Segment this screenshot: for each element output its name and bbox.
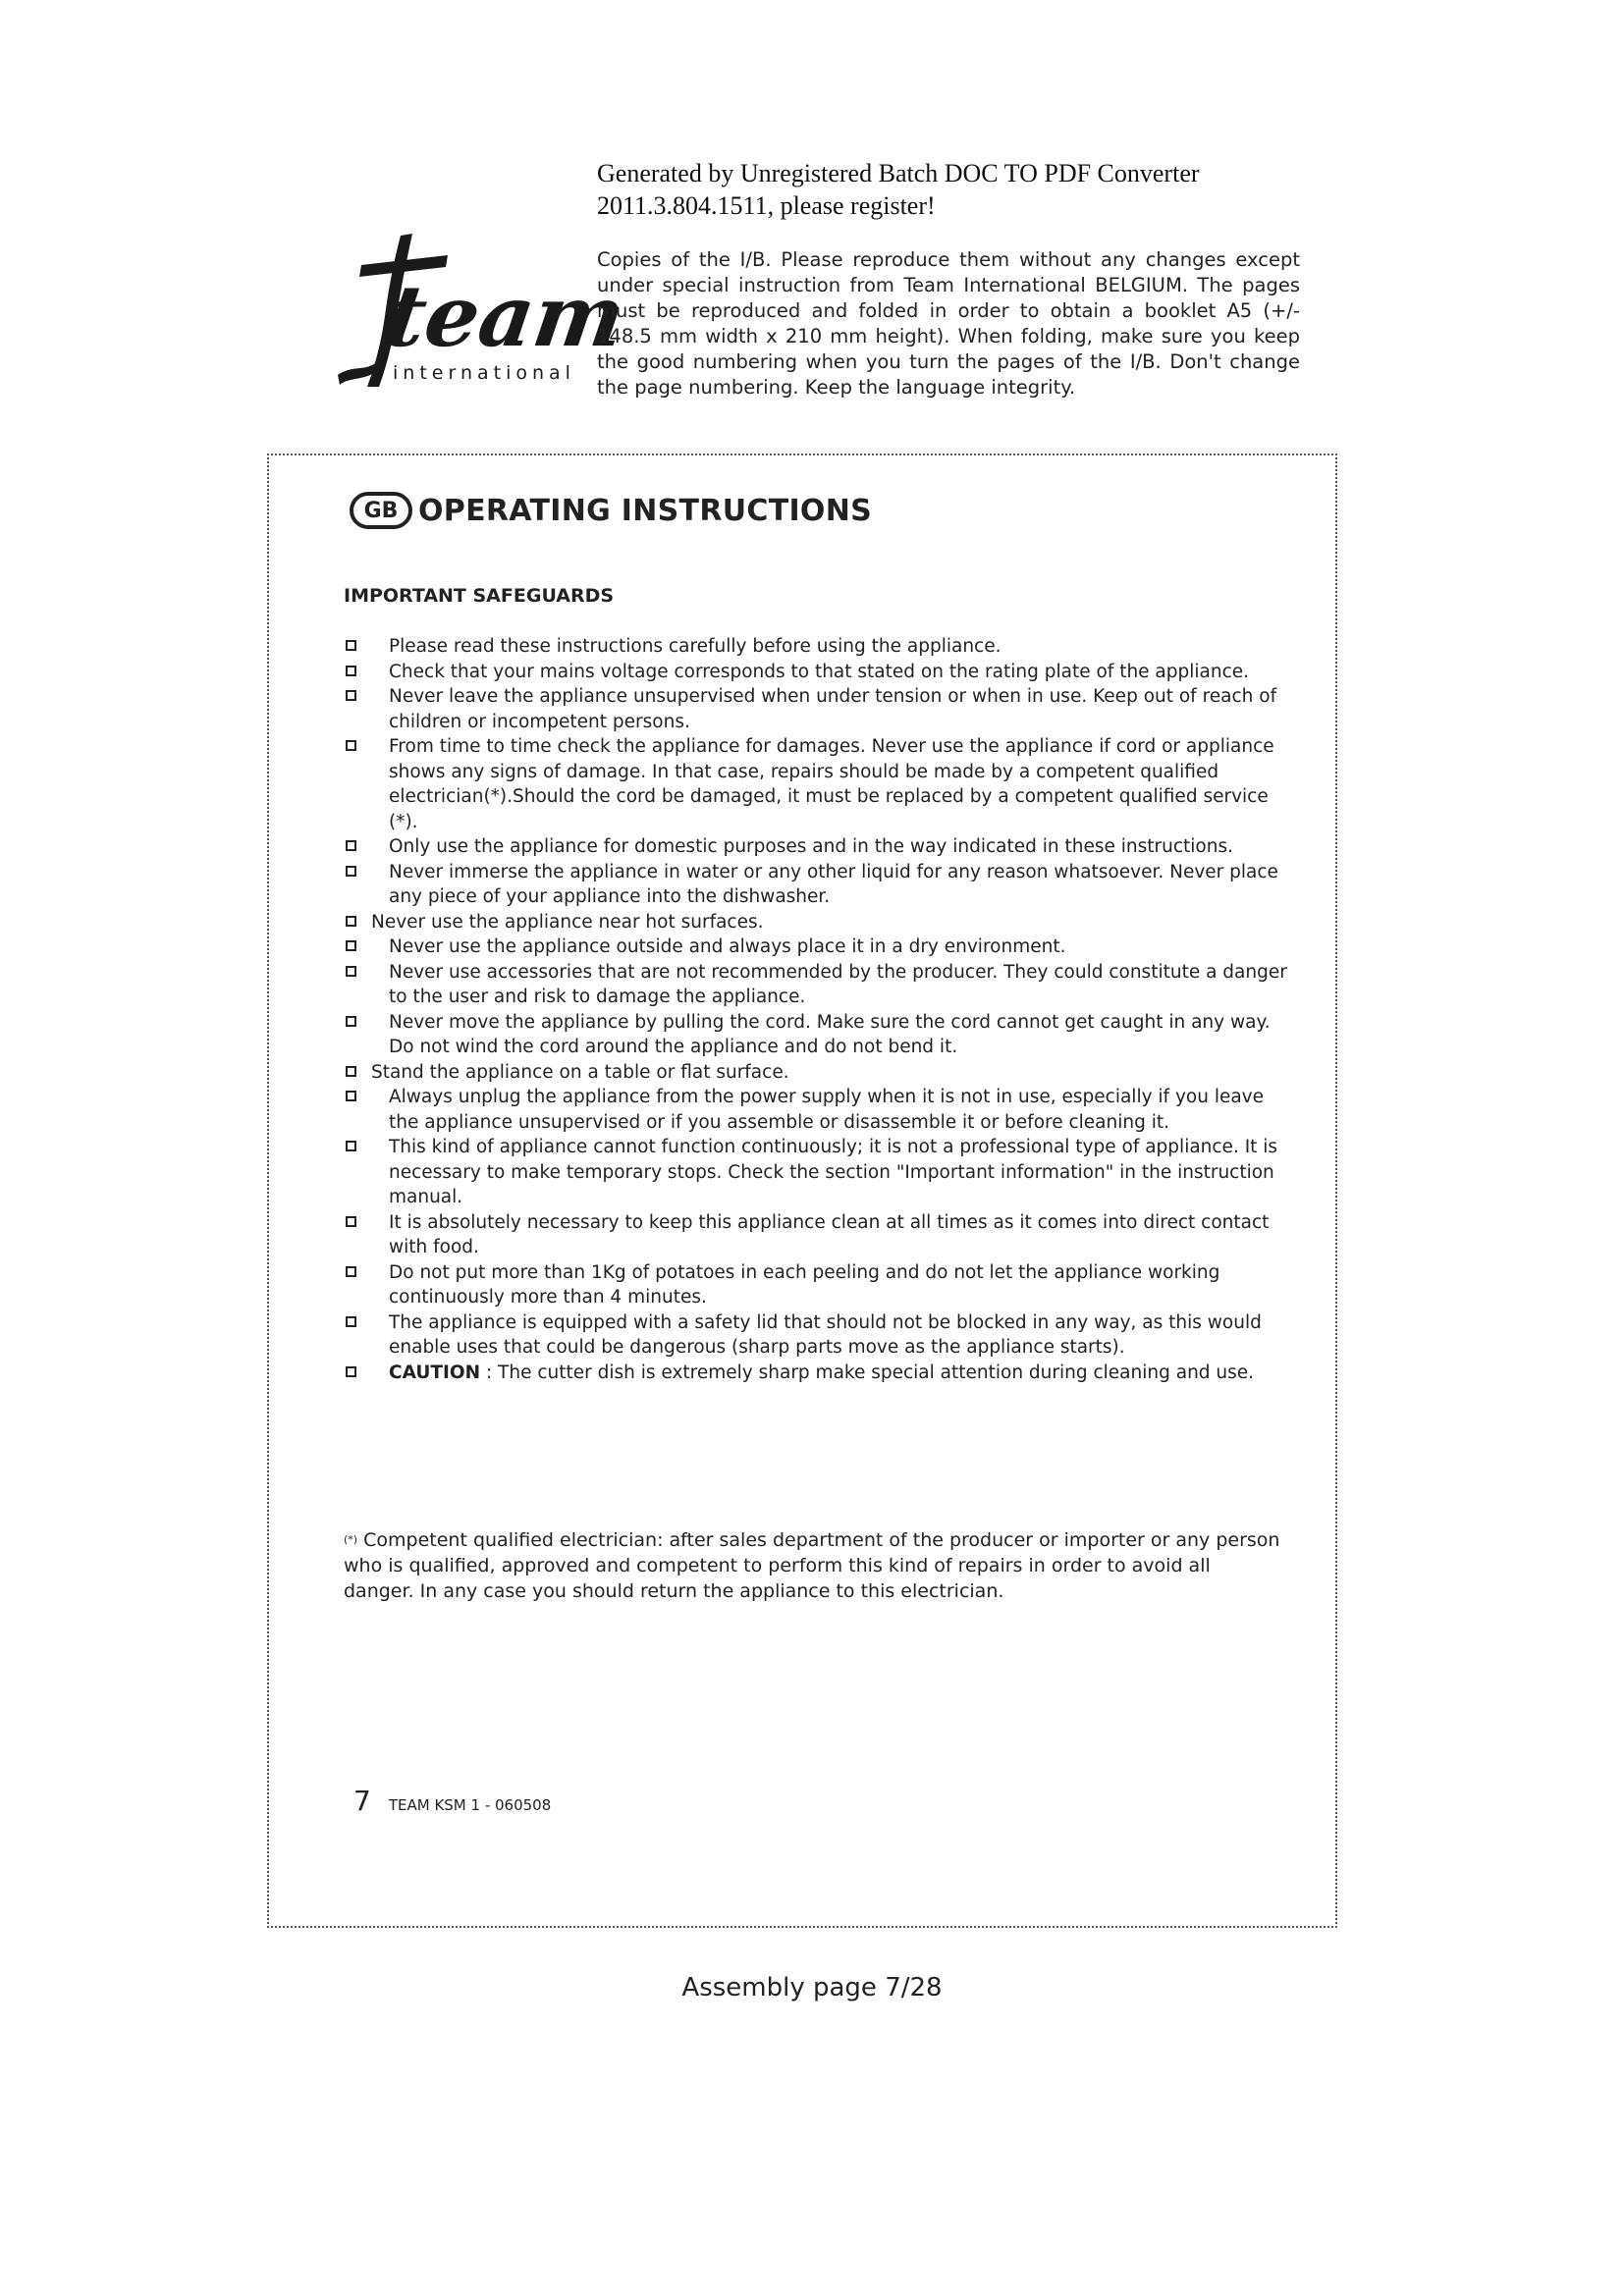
checkbox-bullet-icon — [346, 640, 356, 651]
list-item: Stand the appliance on a table or flat surface. — [344, 1060, 1298, 1086]
watermark-line-1: Generated by Unregistered Batch DOC TO PDF Converter — [597, 159, 1200, 187]
list-item: Do not put more than 1Kg of potatoes in each peeling and do not let the appliance working continuously more than 4 minutes. — [344, 1260, 1298, 1310]
checkbox-bullet-icon — [346, 1266, 356, 1277]
copies-instruction-note: Copies of the I/B. Please reproduce them without any changes except under special instruction from Team International BELGIUM. The pages must be reproduced and folded in order to obtain a booklet A5 (+/- 148.5 mm width x 210 mm height). When folding, make sure you keep the good numbering when you turn the pages of the I/B. Don't change the page numbering. Keep the language integrity. — [597, 248, 1300, 399]
gb-language-badge: GB — [350, 492, 412, 529]
checkbox-bullet-icon — [346, 690, 356, 701]
list-item: It is absolutely necessary to keep this appliance clean at all times as it comes into direct contact with food. — [344, 1210, 1298, 1260]
electrician-footnote — [344, 1527, 1286, 1604]
checkbox-bullet-icon — [346, 1316, 356, 1327]
checkbox-bullet-icon — [346, 1066, 356, 1077]
footnote-text: Competent qualified electrician: after sales department of the producer or importer or any person who is qualified, approved and competent to perform this kind of repairs in order to avoid all danger. In any case you should return the appliance to this electrician. — [344, 1529, 1280, 1602]
checkbox-bullet-icon — [346, 840, 356, 851]
checkbox-bullet-icon — [346, 1216, 356, 1227]
checkbox-bullet-icon — [346, 740, 356, 751]
list-item: This kind of appliance cannot function continuously; it is not a professional type of appliance. It is necessary to make temporary stops. Check the section "Important information" in the instruction manual. — [344, 1135, 1298, 1210]
caution-item — [344, 1361, 1298, 1386]
logo-brand-text: team — [379, 267, 631, 366]
caution-text: : The cutter dish is extremely sharp make special attention during cleaning and use. — [480, 1362, 1255, 1383]
converter-watermark — [597, 157, 1343, 222]
list-item: Never leave the appliance unsupervised when under tension or when in use. Keep out of reach of children or incompetent persons. — [344, 684, 1298, 734]
checkbox-bullet-icon — [346, 1091, 356, 1101]
watermark-line-2: 2011.3.804.1511, please register! — [597, 191, 936, 220]
caution-label: CAUTION — [389, 1362, 481, 1383]
team-international-logo — [332, 218, 631, 395]
list-item: Never move the appliance by pulling the cord. Make sure the cord cannot get caught in any way. Do not wind the cord around the appliance and do not bend it. — [344, 1010, 1298, 1060]
page-number: 7 — [353, 1785, 371, 1817]
list-item: Please read these instructions carefully before using the appliance. — [344, 634, 1298, 660]
checkbox-bullet-icon — [346, 966, 356, 977]
checkbox-bullet-icon — [346, 1016, 356, 1027]
checkbox-bullet-icon — [346, 1366, 356, 1377]
list-item: Never use the appliance outside and always place it in a dry environment. — [344, 934, 1298, 960]
list-item: The appliance is equipped with a safety lid that should not be blocked in any way, as this would enable uses that could be dangerous (sharp parts move as the appliance starts). — [344, 1310, 1298, 1361]
checkbox-bullet-icon — [346, 666, 356, 676]
checkbox-bullet-icon — [346, 916, 356, 927]
section-header — [350, 487, 872, 534]
checkbox-bullet-icon — [346, 1141, 356, 1151]
page-footer — [353, 1785, 551, 1817]
page-title: OPERATING INSTRUCTIONS — [418, 493, 873, 528]
assembly-page-label: Assembly page 7/28 — [681, 1973, 943, 2002]
list-item: Always unplug the appliance from the power supply when it is not in use, especially if you leave the appliance unsupervised or if you assemble or disassemble it or before cleaning it. — [344, 1085, 1298, 1135]
checkbox-bullet-icon — [346, 940, 356, 951]
list-item: From time to time check the appliance for damages. Never use the appliance if cord or appliance shows any signs of damage. In that case, repairs should be made by a competent qualified electrician(*).Should the cord be damaged, it must be replaced by a competent qualified service (*). — [344, 734, 1298, 834]
safeguards-list — [344, 634, 1298, 1385]
document-code: TEAM KSM 1 - 060508 — [388, 1796, 552, 1814]
list-item: Never use the appliance near hot surfaces. — [344, 910, 1298, 935]
logo-sub-text: international — [393, 362, 575, 384]
list-item: Check that your mains voltage corresponds to that stated on the rating plate of the appliance. — [344, 660, 1298, 685]
list-item: Never use accessories that are not recommended by the producer. They could constitute a danger to the user and risk to damage the appliance. — [344, 960, 1298, 1010]
footnote-mark: (*) — [344, 1533, 358, 1546]
checkbox-bullet-icon — [346, 866, 356, 877]
list-item: Only use the appliance for domestic purposes and in the way indicated in these instructions. — [344, 834, 1298, 860]
list-item: Never immerse the appliance in water or any other liquid for any reason whatsoever. Never place any piece of your appliance into the dishwasher. — [344, 860, 1298, 910]
safeguards-heading: IMPORTANT SAFEGUARDS — [344, 585, 615, 607]
